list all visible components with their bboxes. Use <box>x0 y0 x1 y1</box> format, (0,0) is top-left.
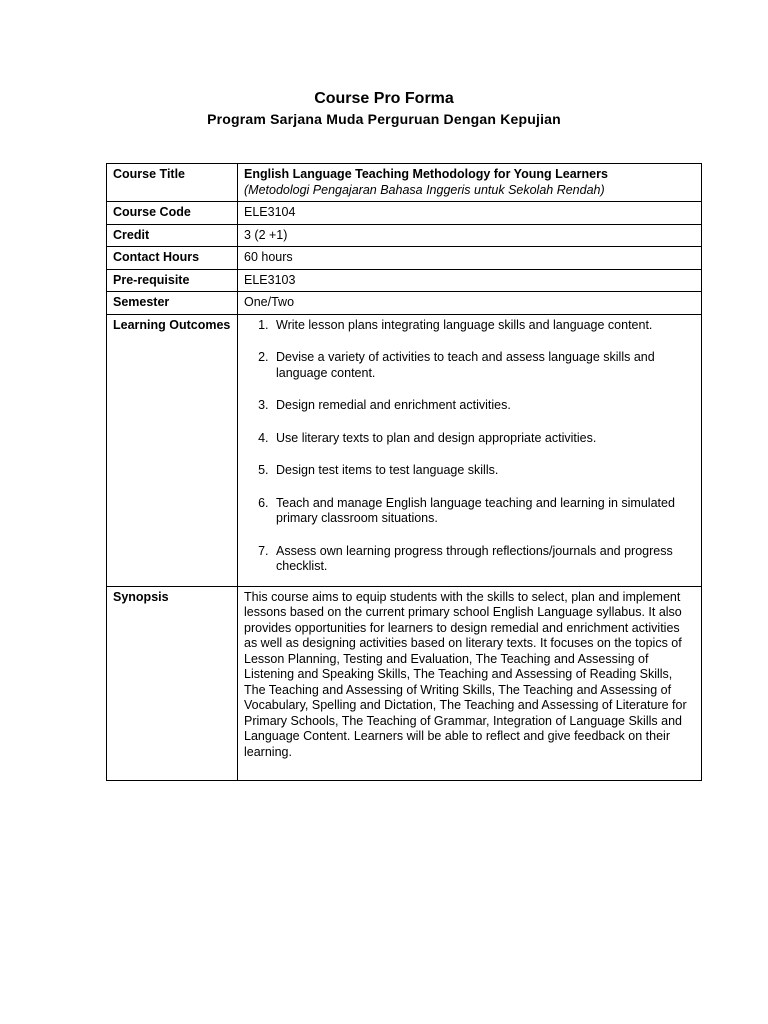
outcome-item: 1. Write lesson plans integrating language skills and language content. <box>272 318 696 334</box>
synopsis-label: Synopsis <box>107 586 238 781</box>
course-title-sub: (Metodologi Pengajaran Bahasa Inggeris untuk Sekolah Rendah) <box>244 182 605 197</box>
outcome-item: 3. Design remedial and enrichment activities. <box>272 398 696 414</box>
course-code-value: ELE3104 <box>238 202 702 225</box>
row-course-title <box>107 164 702 202</box>
row-synopsis <box>107 586 702 781</box>
outcome-item: 2. Devise a variety of activities to teach and assess language skills and language content. <box>272 350 696 381</box>
semester-value: One/Two <box>238 292 702 315</box>
contact-hours-value: 60 hours <box>238 247 702 270</box>
learning-outcomes-cell <box>238 314 702 586</box>
row-credit <box>107 224 702 247</box>
row-prerequisite <box>107 269 702 292</box>
row-semester <box>107 292 702 315</box>
course-table <box>106 163 702 781</box>
outcome-item: 4. Use literary texts to plan and design appropriate activities. <box>272 431 696 447</box>
row-learning-outcomes <box>107 314 702 586</box>
row-contact-hours <box>107 247 702 270</box>
prerequisite-value: ELE3103 <box>238 269 702 292</box>
semester-label: Semester <box>107 292 238 315</box>
outcome-item: 5. Design test items to test language skills. <box>272 463 696 479</box>
page-subtitle: Program Sarjana Muda Perguruan Dengan Kepujian <box>207 111 561 127</box>
page-title: Course Pro Forma <box>314 90 454 107</box>
course-title-main: English Language Teaching Methodology for Young Learners <box>244 167 608 181</box>
learning-outcomes-label: Learning Outcomes <box>107 314 238 586</box>
course-title-label: Course Title <box>107 164 238 202</box>
learning-outcomes-list <box>244 318 696 583</box>
credit-label: Credit <box>107 224 238 247</box>
prerequisite-label: Pre-requisite <box>107 269 238 292</box>
contact-hours-label: Contact Hours <box>107 247 238 270</box>
synopsis-text: This course aims to equip students with the skills to select, plan and implement lessons based on the current primary school English Language syllabus. It also provides opportunities for learners to design remedial and enrichment activities as well as designing activities based on literary texts. It focuses on the topics of Lesson Planning, Testing and Evaluation, The Teaching and Assessing of Listening and Speaking Skills, The Teaching and Assessing of Reading Skills, The Teaching and Assessing of Writing Skills, The Teaching and Assessing of Vocabulary, Spelling and Dictation, The Teaching and Assessing of Literature for Primary Schools, The Teaching of Grammar, Integration of Language Skills and Language Content. Learners will be able to reflect and give feedback on their learning. <box>238 586 702 781</box>
row-course-code <box>107 202 702 225</box>
course-title-cell <box>238 164 702 202</box>
outcome-item: 7. Assess own learning progress through reflections/journals and progress checklist. <box>272 544 696 575</box>
outcome-item: 6. Teach and manage English language teaching and learning in simulated primary classroom situations. <box>272 496 696 527</box>
course-code-label: Course Code <box>107 202 238 225</box>
credit-value: 3 (2 +1) <box>238 224 702 247</box>
